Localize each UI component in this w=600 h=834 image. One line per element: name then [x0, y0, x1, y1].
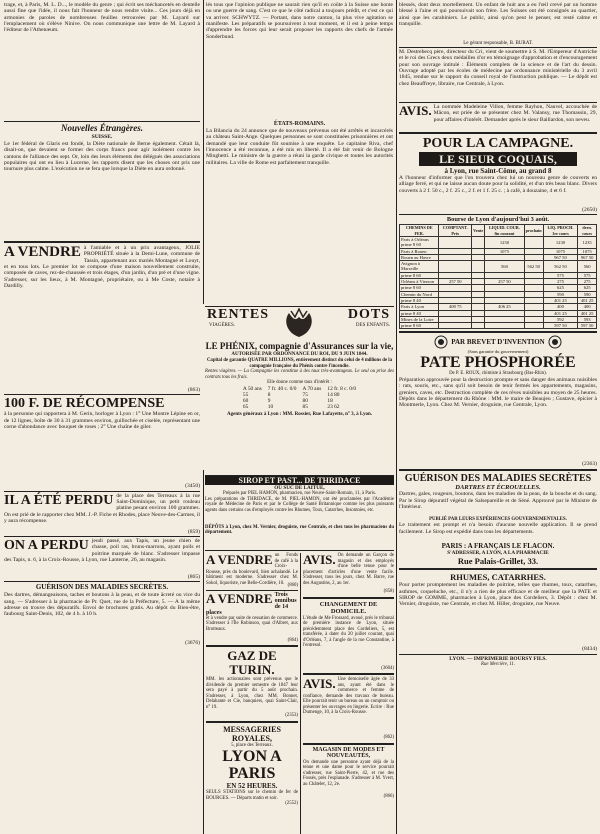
bourse-cell: [439, 323, 472, 329]
ad-title: A VENDRE: [206, 590, 273, 606]
bourse-cell: 590: [543, 291, 578, 297]
ad-magasin-modes: [303, 747, 394, 800]
divider: [399, 331, 597, 333]
ad-rhumes: [399, 572, 597, 652]
ad-text: de la place des Terreaux à la rue Saint-Dominique, un petit rouleau platine pesant environ 100 grammes. On est prié de le rapporter chez MM. J.-P. Fiche et Rhodes, place Neuve-des-Carmes, il y aura récompense.: [4, 492, 200, 525]
bourse-cell: [524, 236, 543, 248]
bourse-cell: 400: [578, 304, 597, 310]
phenix-agents: Agents généraux à Lyon : MM. Rossier, Rue Lafayette, n° 3, à Lyon.: [226, 411, 372, 417]
column-divider: [203, 470, 204, 834]
bourse-cell: Chemin du Nord: [400, 291, 439, 297]
ad-text: un Fonds de café à la Croix-Rousse, près du boulevard, bien achalandé. Le bâtiment est moderne. S'adresser chez M. Sokol, liquoriste, rue Belle-Cordière, 10.: [206, 553, 298, 586]
bourse-cell: prime 8 40: [400, 297, 439, 303]
guerison-title: GUÉRISON DES MALADIES SECRÈTES: [404, 473, 592, 485]
bourse-cell: 400: [543, 304, 578, 310]
pate-title: PATE PHOSPHORÉE: [420, 354, 576, 372]
ad-changement: [303, 601, 394, 672]
phenix-rate-cell: A 70 ans: [302, 385, 322, 392]
bourse-cell: 1230: [485, 236, 524, 248]
phenix-rate-cell: 10: [267, 403, 274, 410]
column-1: [4, 2, 200, 832]
ad-title: A VENDRE: [206, 552, 273, 567]
ad-ref: (2552): [285, 801, 298, 806]
ad-title: AVIS.: [399, 103, 432, 118]
ad-headline: LYON A PARIS: [222, 748, 282, 782]
bourse-header-cell: dern. cours: [578, 225, 597, 237]
bourse-cell: Avignon à Marseille: [400, 261, 439, 273]
seal-icon: [434, 335, 448, 349]
divider: [303, 743, 394, 745]
bourse-cell: 597 50: [578, 323, 597, 329]
ad-title: POUR LA CAMPAGNE.: [422, 136, 574, 151]
bourse-cell: 1075: [578, 248, 597, 254]
sirop-thridace-ad: [205, 476, 394, 551]
divider: [399, 47, 597, 48]
phenix-rate-cell: 75: [302, 391, 308, 398]
paris-address: Rue Palais-Grillet, 33.: [457, 556, 539, 567]
ad-text: à l'amiable et à un prix avantageux, JOLIE PROPRIÉTÉ située à la Demi-Lune, commune de Tassin, appartenant aux mariés Montagné et Louyt, et en tous lots. Le premier lot se compose d'une maison nouvellement construite, composée de caves, rez-de-chaussée et trois étages, d'un jardin, d'un pré et d'une vigne. S'adresser, sur les lieux, à M. Montagné, propriétaire, ou à Me Coste, notaire à Dardilly.: [4, 245, 200, 290]
sirop-subtitle: OU SUC DE LAITUE,: [274, 485, 325, 491]
pate-text: Préparation approuvée pour la destruction prompte et sans danger des animaux nuisibles : rats, souris, etc., sans qu'il soit besoin de tenir fermés les appartements, magasins, greniers, caves, etc. Destruction complète de ces rêves nuisibles au moyen de 25 heures. Dépôts dans le département du Rhône : MM. le maire de Beaujeu ; Gustave, épicier à Montmerle, Lyon. Chez M. Vernier, droguiste, rue Centrale, Lyon.: [399, 376, 597, 409]
ad-title: A VENDRE: [4, 244, 81, 260]
ad-text: La nommée Madeleine Villon, femme Rayhon, Nauvel, accouchée de Mâcon, est priée de se présenter chez M. Valansy, rue Thomassin, 29, pour affaires d'intérêt. Demander après le sieur Baillardon, son neveu.: [433, 104, 597, 123]
bourse-cell: 625: [578, 285, 597, 291]
divider: [399, 214, 597, 215]
ad-subhead: EN 52 HEURES.: [226, 782, 278, 790]
paris-text: S'ADRESSER, A LYON, A LA PHARMACIE: [447, 550, 549, 557]
ad-address: 5, place des Terreaux.: [231, 742, 273, 748]
bourse-row: [400, 323, 597, 329]
ad-avis-demoiselle: [303, 677, 394, 741]
phenix-rate-cell: 7 fr. 40 c. 0/0: [267, 385, 297, 392]
divider: [206, 645, 298, 647]
phenix-rate-cell: 12 fr. 8 c. 0/0: [327, 385, 357, 392]
divider: [4, 536, 200, 537]
ad-guerison-secretes: [399, 473, 597, 566]
bourse-cell: 562 50: [543, 261, 578, 273]
ad-ref: (863): [187, 387, 200, 393]
bourse-header-cell: CHEMINS DE FER.: [400, 225, 439, 237]
phenix-rate-table: [240, 386, 359, 410]
bourse-cell: 257 50: [485, 279, 524, 285]
ad-text: et à vendre par suite de cessation de commerce. S'adresser à l'Île Robinson, quai d'Albret, aux Brotteaux.: [206, 615, 298, 632]
ad-vendre-omnibus: [206, 592, 298, 644]
phenix-rate-cell: 60: [242, 397, 249, 404]
ad-title: MAGASIN DE MODES ET NOUVEAUTÉS,: [312, 746, 385, 759]
paris-title: PARIS : A FRANÇAIS LE FLACON.: [441, 542, 555, 551]
dots-label: DOTS: [347, 307, 390, 322]
ad-title: AVIS.: [303, 676, 336, 691]
rhumes-title: RHUMES, CATARRHES.: [450, 572, 546, 583]
ad-pate-phosphoree: [399, 335, 597, 467]
section-title: Nouvelles Étrangères.: [61, 123, 143, 133]
gerant-line: Le gérant responsable, B. BURAT.: [463, 41, 533, 46]
bourse-cell: 1075: [543, 248, 578, 254]
ad-recompense: [4, 396, 200, 489]
ad-title: GAZ DE TURIN.: [227, 648, 277, 677]
ad-vendre-cafe: [206, 553, 298, 589]
bourse-cell: 560: [485, 261, 524, 273]
divider: [399, 654, 597, 655]
ad-text: à la personne qui rapportera à M. Gerin, horloger à Lyon : 1° Une Montre Lépine en or, de 12 lignes, boîte de 30 à 31 grammes environ, guillochée et ciselée, représentant une corne d'abondance avec bouquet de roses ; 2° Une chaîne de giler.: [4, 411, 200, 431]
column-divider: [300, 553, 301, 834]
right-ads-column: [303, 553, 394, 833]
phenix-insurance-ad: [205, 306, 394, 476]
ad-chien-perdu: [4, 538, 200, 580]
ad-messageries: [206, 725, 298, 807]
bourse-cell: Paris à Rouen: [400, 248, 439, 254]
pate-sub: De P. E. ROUX, chimiste à Strasbourg (Bas-Rhin).: [449, 371, 547, 377]
bourse-cell: 967 50: [578, 254, 597, 260]
divider: [4, 121, 200, 122]
ad-text: On demande un Garçon de magasin et des employés d'une belle tenue pour le placement d'articles d'une vente facile. S'adresser, tous les jours, chez M. Barre, rue des Augustins, 2, au 1er.: [303, 553, 394, 586]
imprimeur: LYON. — IMPRIMERIE BOURSY FILS.: [449, 655, 547, 662]
bourse-cell: Paris à Orléans prime 8 60: [400, 236, 439, 248]
bourse-table: [399, 224, 597, 329]
bourse-cell: 592: [543, 316, 578, 322]
divider: [399, 568, 597, 570]
brevet-sub: (Sans garantie du gouvernement): [467, 349, 529, 355]
ad-text: MM. les actionnaires sont prévenus que le dividende du premier semestre de 1847 leur sera payé à partir du 5 août prochain. S'adresser, à Lyon, chez MM. Bonnet, Delahante et Cie, banquiers, quai Saint-Clair, n° 19.: [206, 677, 298, 710]
ad-title: IL A ÉTÉ PERDU: [4, 492, 114, 508]
divider: [399, 469, 597, 471]
bourse-header-cell: LIQ. PROCH. 1re cours: [543, 225, 578, 237]
bourse-cell: [472, 261, 485, 273]
bourse-cell: [439, 236, 472, 248]
ad-text: A l'honneur d'informer que l'on trouvera chez lui un nouveau genre de couverts en alliage ferré, et qui ne laisse aucun doute pour la solidité, et d'un très beau blanc. Divers couverts à 2 f. 50 c., 2 f. 25 c., 2 f. et 1 f. 25 c. ; à café, à douzaine, 4 et 6 f.: [399, 175, 597, 194]
guerison-sub: DARTRES ET ÉCROUELLES.: [455, 484, 541, 492]
phenix-rate-cell: 65: [242, 403, 249, 410]
ad-ref: (3676): [185, 640, 200, 647]
divider: [303, 597, 394, 599]
bourse-cell: prime 8 40: [400, 310, 439, 316]
divider: [399, 132, 597, 134]
bourse-cell: [439, 261, 472, 273]
imprimeur-address: Rue Mercière, 11.: [481, 661, 515, 667]
article-text: La Bilancia du 24 annonce que de nouveaux prévenus ont été arrêtés et incarcérés au château Saint-Ange. Quelques personnes se sont constituées prisonnières et ont demandé que leur conduite fût soumise à une enquête. Le capitaine Riva, chef l'innocence a été reconnue, a été mis en liberté. Il a été fait venir de Bologne Minghetti. Le ministre de la guerre a réuni la garde civique et toutes les autorités militaires. La ville de Rome est parfaitement tranquille.: [206, 128, 393, 166]
ad-ref: (3450): [185, 483, 200, 490]
phenix-rate-cell: 55: [242, 391, 249, 398]
article-text: blessés, dont deux mortellement. Un enfant de huit ans a eu l'œil crevé par un homme blessé à l'aine et qui poursuivait son frère. Les Suisses ont été consignés au quartier, ainsi que les carabiniers. Le public, ainsi qu'on peut le penser, est resté calme et tranquille.: [399, 2, 597, 28]
bourse-cell: 275: [543, 279, 578, 285]
column-3: [399, 2, 597, 832]
bourse-cell: 625: [543, 285, 578, 291]
sirop-pharmacist: Préparés par PIEL HAMON, pharmacien, rue Neuve-Saint-Romain, 11, à Paris.: [222, 491, 377, 496]
divider: [303, 673, 394, 675]
ad-subtitle: Trois omnibus de 14 places: [206, 591, 297, 616]
phenix-rate-cell: 80: [302, 397, 308, 404]
divider: [4, 241, 200, 243]
bourse-cell: prime 8 60: [400, 323, 439, 329]
bourse-cell: 401 25: [578, 310, 597, 316]
bourse-cell: Rouen au Havre: [400, 254, 439, 260]
ad-title: CHANGEMENT DE DOMICILE.: [319, 600, 378, 615]
rhumes-text: Pour porter promptement les maladies de poitrine, telles que rhumes, toux, catarrhes, asthmes, coqueluche, etc., il n'y a rien de plus efficace et de meilleur que la PATE et SIROP de GOMME, pharmacien à Lyon, place des Cordeliers, 3. Dépôt : chez M. Vernier, droguiste, rue Centrale, et chez M. Hiller, droguiste, rue Neuve.: [399, 582, 597, 608]
phoenix-emblem-icon: [279, 307, 319, 339]
bourse-cell: 408 75: [439, 304, 472, 310]
phenix-rate-cell: 14 80: [327, 391, 340, 398]
bourse-cell: 590: [578, 291, 597, 297]
bourse-table-block: [399, 216, 597, 329]
column-divider: [203, 0, 204, 304]
brevet-title: PAR BREVET D'INVENTION: [451, 338, 545, 347]
ad-guerison: [4, 583, 200, 646]
bourse-cell: 562 50: [524, 261, 543, 273]
section-title: ÉTATS-ROMAINS.: [273, 121, 326, 127]
bourse-cell: [524, 323, 543, 329]
article-text: Le 1er fédéral de Glaris est fondé, la Diète nationale de Berne également. Cétait là, disait-on, que devaient se former des corps francs pour agir isolément contre les cantons de l'alliance des sept. Or, loin des leurs éléments des délégués des associations populaires qui ont eu lieu à Lucerne, les rapports disent que les choses ont pris une tournure plus calme. L'exécution ne se fera que lorsque la Diète en aura ordonné.: [4, 141, 200, 173]
ad-ref: (8434): [582, 646, 597, 653]
ad-title: 100 F. DE RÉCOMPENSE: [4, 396, 165, 412]
ad-text: L'étude de Me Frossard, avoué, prés le tribunal de première instance de Lyon, située précédemment place des Cordeliers, 5, est transférée, à dater du 20 juillet courant, quai d'Orléans, 7, à l'angle de la rue Constantine, à l'entresol.: [303, 615, 394, 648]
divider: [206, 721, 298, 723]
ad-ref: (2353): [285, 713, 298, 718]
ad-text: Une demoiselle âgée de 33 ans, ayant été dans le commerce et femme de confiance, demande des travaux de bureau. Elle pourrait tenir un bureau ou un comptoir ou présenter les ouvrages en lingerie. Ecrire : Rue Dumenge, 10, à la Croix-Rousse.: [303, 677, 394, 715]
ad-ref: (866): [383, 793, 394, 799]
ad-ref: (858): [383, 589, 394, 594]
bourse-cell: 1075: [485, 248, 524, 254]
divider: [4, 581, 200, 582]
phenix-table-head: Elle donne comme taux d'intérêt :: [267, 380, 332, 385]
bourse-cell: 401 25: [543, 297, 578, 303]
bourse-header-cell: COMPTANT. Prix: [439, 225, 472, 237]
phenix-rate-cell: A 50 ans: [242, 385, 262, 392]
left-ads-column: [206, 553, 298, 833]
ad-ref: (859): [187, 528, 200, 535]
article-text: lés tous que l'opinion publique ne saurait rien qu'il en coûte à la Suisse une honte ou une guerre de sang. C'est ce que le côté radical a toujours prédit, et c'est ce qui va arriver. SCHWYTZ. — Portant, dans notre canton, la plus vive agitation se manifeste. Les préparatifs se poursuivent à tout moment, et il est à peine temps d'apprendre les forces qui leur serait proposer les rapports des chefs de l'armée Sonderbund.: [206, 2, 393, 40]
bourse-cell: 575: [578, 272, 597, 278]
column-divider: [396, 0, 397, 834]
bourse-row: [400, 261, 597, 273]
bourse-cell: 597 50: [543, 323, 578, 329]
seal-icon: [548, 335, 562, 349]
ad-ref: (860): [287, 583, 298, 588]
phenix-rentes-text: Rentes viagères. — La Compagnie les constitue à des taux très-avantageux. Le seul ou prise des contrats tous les frais.: [205, 369, 394, 380]
bourse-cell: 1230: [543, 236, 578, 248]
ad-title: ON A PERDU: [4, 538, 89, 554]
ad-ref: (862): [383, 735, 394, 740]
ad-ref: (2363): [582, 460, 597, 467]
bourse-cell: 967 50: [543, 254, 578, 260]
bourse-cell: 593: [578, 316, 597, 322]
enfants-label: DES ENFANTS.: [355, 323, 390, 328]
phenix-rate-cell: 8: [267, 391, 271, 398]
ad-address: à Lyon, rue Saint-Côme, au grand 8: [444, 167, 552, 175]
ad-ref: (864): [287, 637, 298, 643]
bourse-cell: prime 8 60: [400, 285, 439, 291]
phenix-authorized: AUTORISÉE PAR ORDONNANCE DU ROI, DU 9 JUIN 1844.: [231, 352, 368, 357]
bourse-cell: Mines de la Loire: [400, 316, 439, 322]
bourse-header-cell: Vente: [472, 225, 485, 237]
phenix-rate-row: [240, 404, 359, 410]
bourse-cell: Orléans à Vierzon: [400, 279, 439, 285]
phenix-rate-cell: 23 62: [327, 403, 340, 410]
bourse-cell: 406 25: [485, 304, 524, 310]
bourse-cell: [472, 323, 485, 329]
phenix-rate-cell: 18: [327, 397, 333, 404]
ad-title: AVIS.: [303, 552, 336, 567]
sirop-depot: DÉPÔTS à Lyon, chez M. Vernier, droguiste, rue Centrale, et chez tous les pharmaciens du département.: [205, 524, 394, 535]
ad-title: GUÉRISON DES MALADIES SECRÈTES.: [35, 583, 169, 592]
ad-text: jeudi passé, aux Tapis, un jeune chien de chasse, poil ras, bruns-marrons, ayant poils et poitrine marquée de blanc. S'adresser impasse des Tapis, n. 6, à la Croix-Rousse, à Lyon, rue Lanterne, 26, au magasin.: [4, 538, 200, 564]
bourse-cell: [485, 323, 524, 329]
bourse-header-cell: prochain: [524, 225, 543, 237]
phenix-rate-cell: 9: [267, 397, 271, 404]
ad-title: MESSAGERIES ROYALES,: [223, 724, 281, 743]
ad-perdu: [4, 493, 200, 535]
bourse-cell: 560: [578, 261, 597, 273]
bourse-title: Bourse de Lyon d'aujourd'hui 3 août.: [446, 216, 550, 224]
bourse-cell: prime 8 60: [400, 272, 439, 278]
bourse-cell: [472, 236, 485, 248]
phenix-capital: Capital de garantie QUATRE MILLIONS, entièrement distinct du celui de 4 millions de la compagnie française du Phénix contre l'incendie.: [206, 358, 393, 369]
divider: [4, 491, 200, 492]
sirop-title: SIROP ET PAST... DE THRIDACE: [205, 476, 394, 485]
ad-avis-garcon: [303, 553, 394, 595]
bourse-cell: 257 50: [439, 279, 472, 285]
bourse-row: [400, 236, 597, 248]
bourse-header-cell: LIQUID. COUR. fin courant: [485, 225, 524, 237]
guerison-text: Dartres, gales, rougeurs, boutons, dans les maladies de la peau, de la bouche et du sang. Par le Sirop dépuratif végétal de Salsepareille et de Séné. Approuvé par le Ministre de l'Intérieur.: [399, 491, 597, 510]
ad-ref: (2650): [582, 207, 597, 213]
ad-avis-villon: [399, 104, 597, 130]
bourse-cell: 575: [543, 272, 578, 278]
ad-text: Des dartres, démangeaisons, taches et boutons à la peau, et de toute âcreté ou vice du sang. — S'adresser à la pharmacie de Pr. Quet, rue de la Préfecture, 5. — A la même adresse on trouve des dépuratifs. Envoi de brochures gratis. Au dépôt du Bien-être, faubourg Saint-Denis, 102, de 4 h. à 10 h.: [4, 592, 200, 618]
viageres-label: VIAGÈRES.: [209, 323, 235, 328]
guerison-sub2: PUBLIÉ PAR LEURS EXPÉRIENCES GOUVERNEMENTALES.: [429, 517, 567, 523]
bourse-cell: 401 25: [578, 297, 597, 303]
bourse-cell: 1235: [578, 236, 597, 248]
bourse-cell: 275: [578, 279, 597, 285]
ad-coquais: [399, 136, 597, 213]
ad-ref: (3604): [381, 665, 394, 671]
bourse-cell: Paris à Lyon: [400, 304, 439, 310]
guerison-text2: Le traitement est prompt et n'a besoin d'aucune nouvelle application. Il se prend facilement. Le Sirop est expédié dans tous les départements.: [399, 522, 597, 535]
ad-name: LE SIEUR COQUAIS,: [419, 152, 577, 166]
rentes-label: RENTES: [207, 307, 270, 322]
ad-text: M. Destrebecq père, directeur du Cri, vient de soumettre à S. M. l'Empereur d'Autriche et le roi des Grecs deux médailles d'or en témoignage d'approbation et d'encouragement pour son ouvrage intitulé : Éléments complets de la science et de l'art du dessin. Ouvrage adopté par les écoles de médecine par ordonnance ministérielle du 3 avril 1845, rendue sur le rapport du conseil royal de l'instruction publique. — Le dépôt est chez Beauffreye, libraire, rue Centrale, à Lyon.: [399, 49, 597, 87]
phenix-rate-cell: 85: [302, 403, 308, 410]
ad-text: On demande une personne ayant déjà de la tenue et une dame pour le service pourrait s'adresser, rue Saint-Pierre, 42, et rue des Fossés, près l'esplanade. S'adresser à M. Yvert, au Châtelet, 12, 2e.: [303, 759, 394, 787]
section-subtitle: SUISSE.: [91, 134, 113, 140]
sirop-text: Les préparations de THRIDACE, de M. PIEL-HAMON, ont été proclamées par l'Académie royale de Médecine de Paris et par le Collège de Santé Britannique comme les plus puissants agents dans certains cas d'employés contre les Rhumes, Toux, Catarrhes, Insomnies, etc.: [205, 496, 394, 513]
bourse-cell: 401 25: [543, 310, 578, 316]
ad-text: SEULS STATIONS sur le chemin de fer de BOURGES. — Départs matin et soir.: [206, 790, 298, 801]
article-text: trage, et, à Paris, M. L. D..., le modèle du genre ; qui écrit ses méchancetés en dentelle aussi fine que l'idée, il nous fait l'honneur de nous rendre visite... Ces jours déjà en armonies de paroles de nombreuses feuilles retrouvées par M. Layard sur l'emplacement où s'élève Ninive. On nous communique une lettre de M. Layard à l'éditeur de l'Athenæum.: [4, 2, 200, 34]
phenix-title: LE PHÉNIX, compagnie d'Assurances sur la vie,: [205, 341, 394, 351]
column-2: [206, 2, 393, 302]
ad-ref: (865): [187, 574, 200, 581]
ad-gaz-turin: [206, 649, 298, 719]
ad-vendre-propriete: [4, 245, 200, 393]
